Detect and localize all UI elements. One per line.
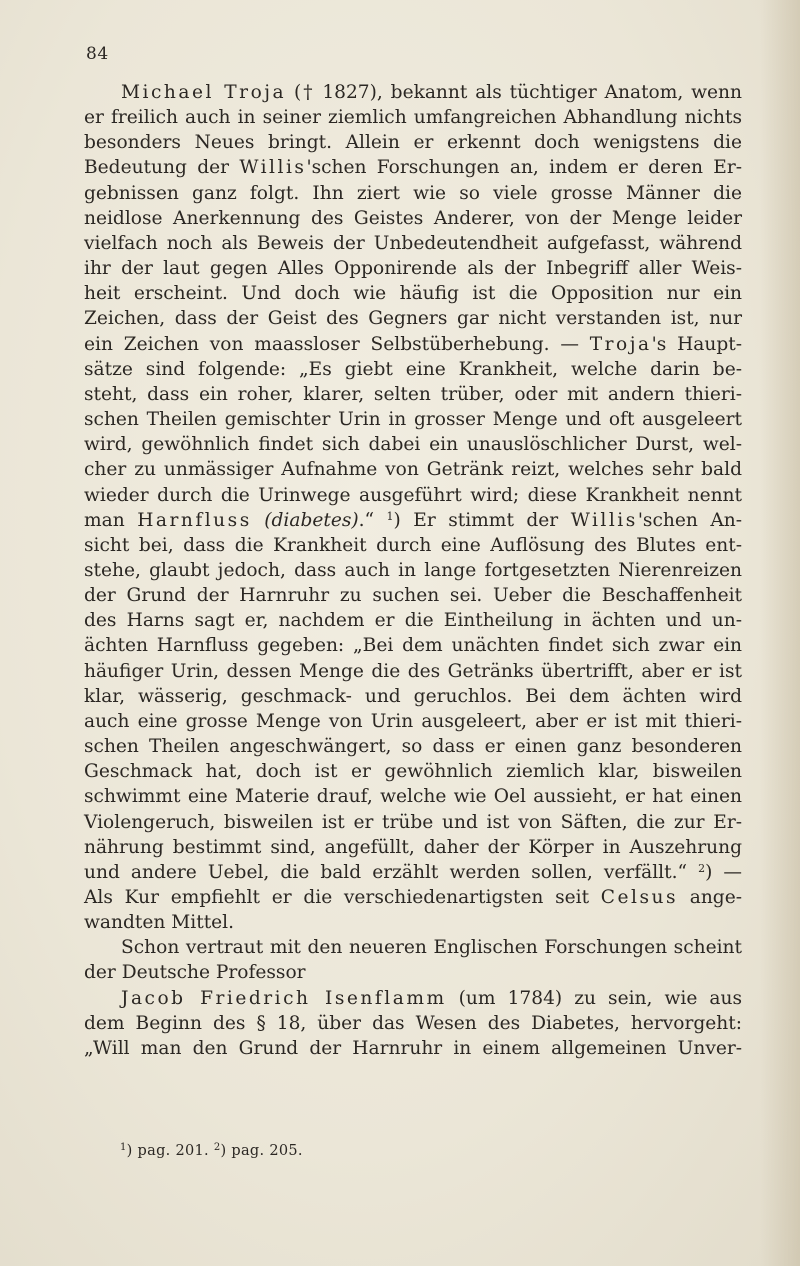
text-line: heit erscheint. Und doch wie häufig ist die Opposition nur ein — [84, 283, 742, 305]
text-line: wandten Mittel. — [84, 912, 235, 934]
text-line: schen Theilen angeschwängert, so dass er einen ganz besonderen — [84, 736, 742, 758]
text-line: ächten Harnfluss gegeben: „Bei dem unächten findet sich zwar ein — [84, 635, 742, 657]
text-line: des Harns sagt er, nachdem er die Eintheilung in ächten und un- — [84, 610, 742, 632]
text-line: häufiger Urin, dessen Menge die des Getränks übertrifft, aber er ist — [84, 660, 742, 682]
body-text — [84, 80, 742, 1061]
text-line: Jacob Friedrich Isenflamm (um 1784) zu sein, wie aus — [121, 987, 743, 1009]
text-line: sicht bei, dass die Krankheit durch eine Auflösung des Blutes ent- — [84, 534, 742, 556]
text-line: Geschmack hat, doch ist er gewöhnlich ziemlich klar, bisweilen — [84, 761, 742, 783]
text-line: besonders Neues bringt. Allein er erkennt doch wenigstens die — [84, 132, 742, 154]
text-line: er freilich auch in seiner ziemlich umfangreichen Abhandlung nichts — [84, 107, 742, 129]
text-line: sätze sind folgende: „Es giebt eine Krankheit, welche darin be- — [84, 358, 742, 380]
text-line: auch eine grosse Menge von Urin ausgeleert, aber er ist mit thieri- — [84, 710, 742, 732]
text-line: wird, gewöhnlich findet sich dabei ein unauslöschlicher Durst, wel- — [84, 434, 742, 456]
text-line: und andere Uebel, die bald erzählt werden sollen, verfällt.“ $^2$) — — [84, 861, 742, 883]
text-line: neidlose Anerkennung des Geistes Anderer, von der Menge leider — [84, 207, 742, 229]
text-line: Michael Troja († 1827), bekannt als tüchtiger Anatom, wenn — [121, 82, 743, 103]
text-line: gebnissen ganz folgt. Ihn ziert wie so viele grosse Männer die — [84, 182, 742, 204]
text-line: ein Zeichen von maassloser Selbstüberhebung. — Troja's Haupt- — [84, 333, 743, 355]
text-line: „Will man den Grund der Harnruhr in einem allgemeinen Unver- — [84, 1037, 742, 1059]
text-line: cher zu unmässiger Aufnahme von Getränk reizt, welches sehr bald — [84, 459, 742, 481]
text-line: Bedeutung der Willis'schen Forschungen an, indem er deren Er- — [84, 157, 742, 179]
text-line: Zeichen, dass der Geist des Gegners gar nicht verstanden ist, nur — [84, 308, 742, 330]
text-line: Violengeruch, bisweilen ist er trübe und ist von Säften, die zur Er- — [84, 811, 742, 833]
footnotes: $^1$) pag. 201. $^2$) pag. 205. — [120, 1142, 303, 1159]
text-line: schwimmt eine Materie drauf, welche wie Oel aussieht, er hat einen — [84, 786, 742, 808]
text-line: steht, dass ein roher, klarer, selten trüber, oder mit andern thieri- — [84, 383, 742, 405]
text-line: der Grund der Harnruhr zu suchen sei. Ueber die Beschaffenheit — [84, 585, 742, 607]
text-line: ihr der laut gegen Alles Opponirende als der Inbegriff aller Weis- — [84, 258, 742, 280]
text-line: wieder durch die Urinwege ausgeführt wird; diese Krankheit nennt — [84, 484, 742, 506]
text-line: vielfach noch als Beweis der Unbedeutendheit aufgefasst, während — [84, 232, 742, 254]
text-line: schen Theilen gemischter Urin in grosser Menge und oft ausgeleert — [84, 409, 742, 431]
page-number: 84 — [86, 44, 109, 64]
text-line: der Deutsche Professor — [84, 962, 306, 984]
text-line: Als Kur empfiehlt er die verschiedenartigsten seit Celsus ange- — [84, 887, 742, 908]
text-line: stehe, glaubt jedoch, dass auch in lange fortgesetzten Nierenreizen — [84, 559, 742, 581]
page-edge-shadow — [760, 0, 800, 1266]
text-line: man Harnfluss (diabetes).“ $^1$) Er stimmt der Willis'schen An- — [84, 509, 743, 531]
text-line: dem Beginn des § 18, über das Wesen des Diabetes, hervorgeht: — [84, 1012, 742, 1034]
text-line: klar, wässerig, geschmack- und geruchlos. Bei dem ächten wird — [84, 685, 742, 707]
text-line: Schon vertraut mit den neueren Englischen Forschungen scheint — [121, 937, 742, 959]
text-line: nährung bestimmt sind, angefüllt, daher der Körper in Auszehrung — [84, 836, 742, 858]
